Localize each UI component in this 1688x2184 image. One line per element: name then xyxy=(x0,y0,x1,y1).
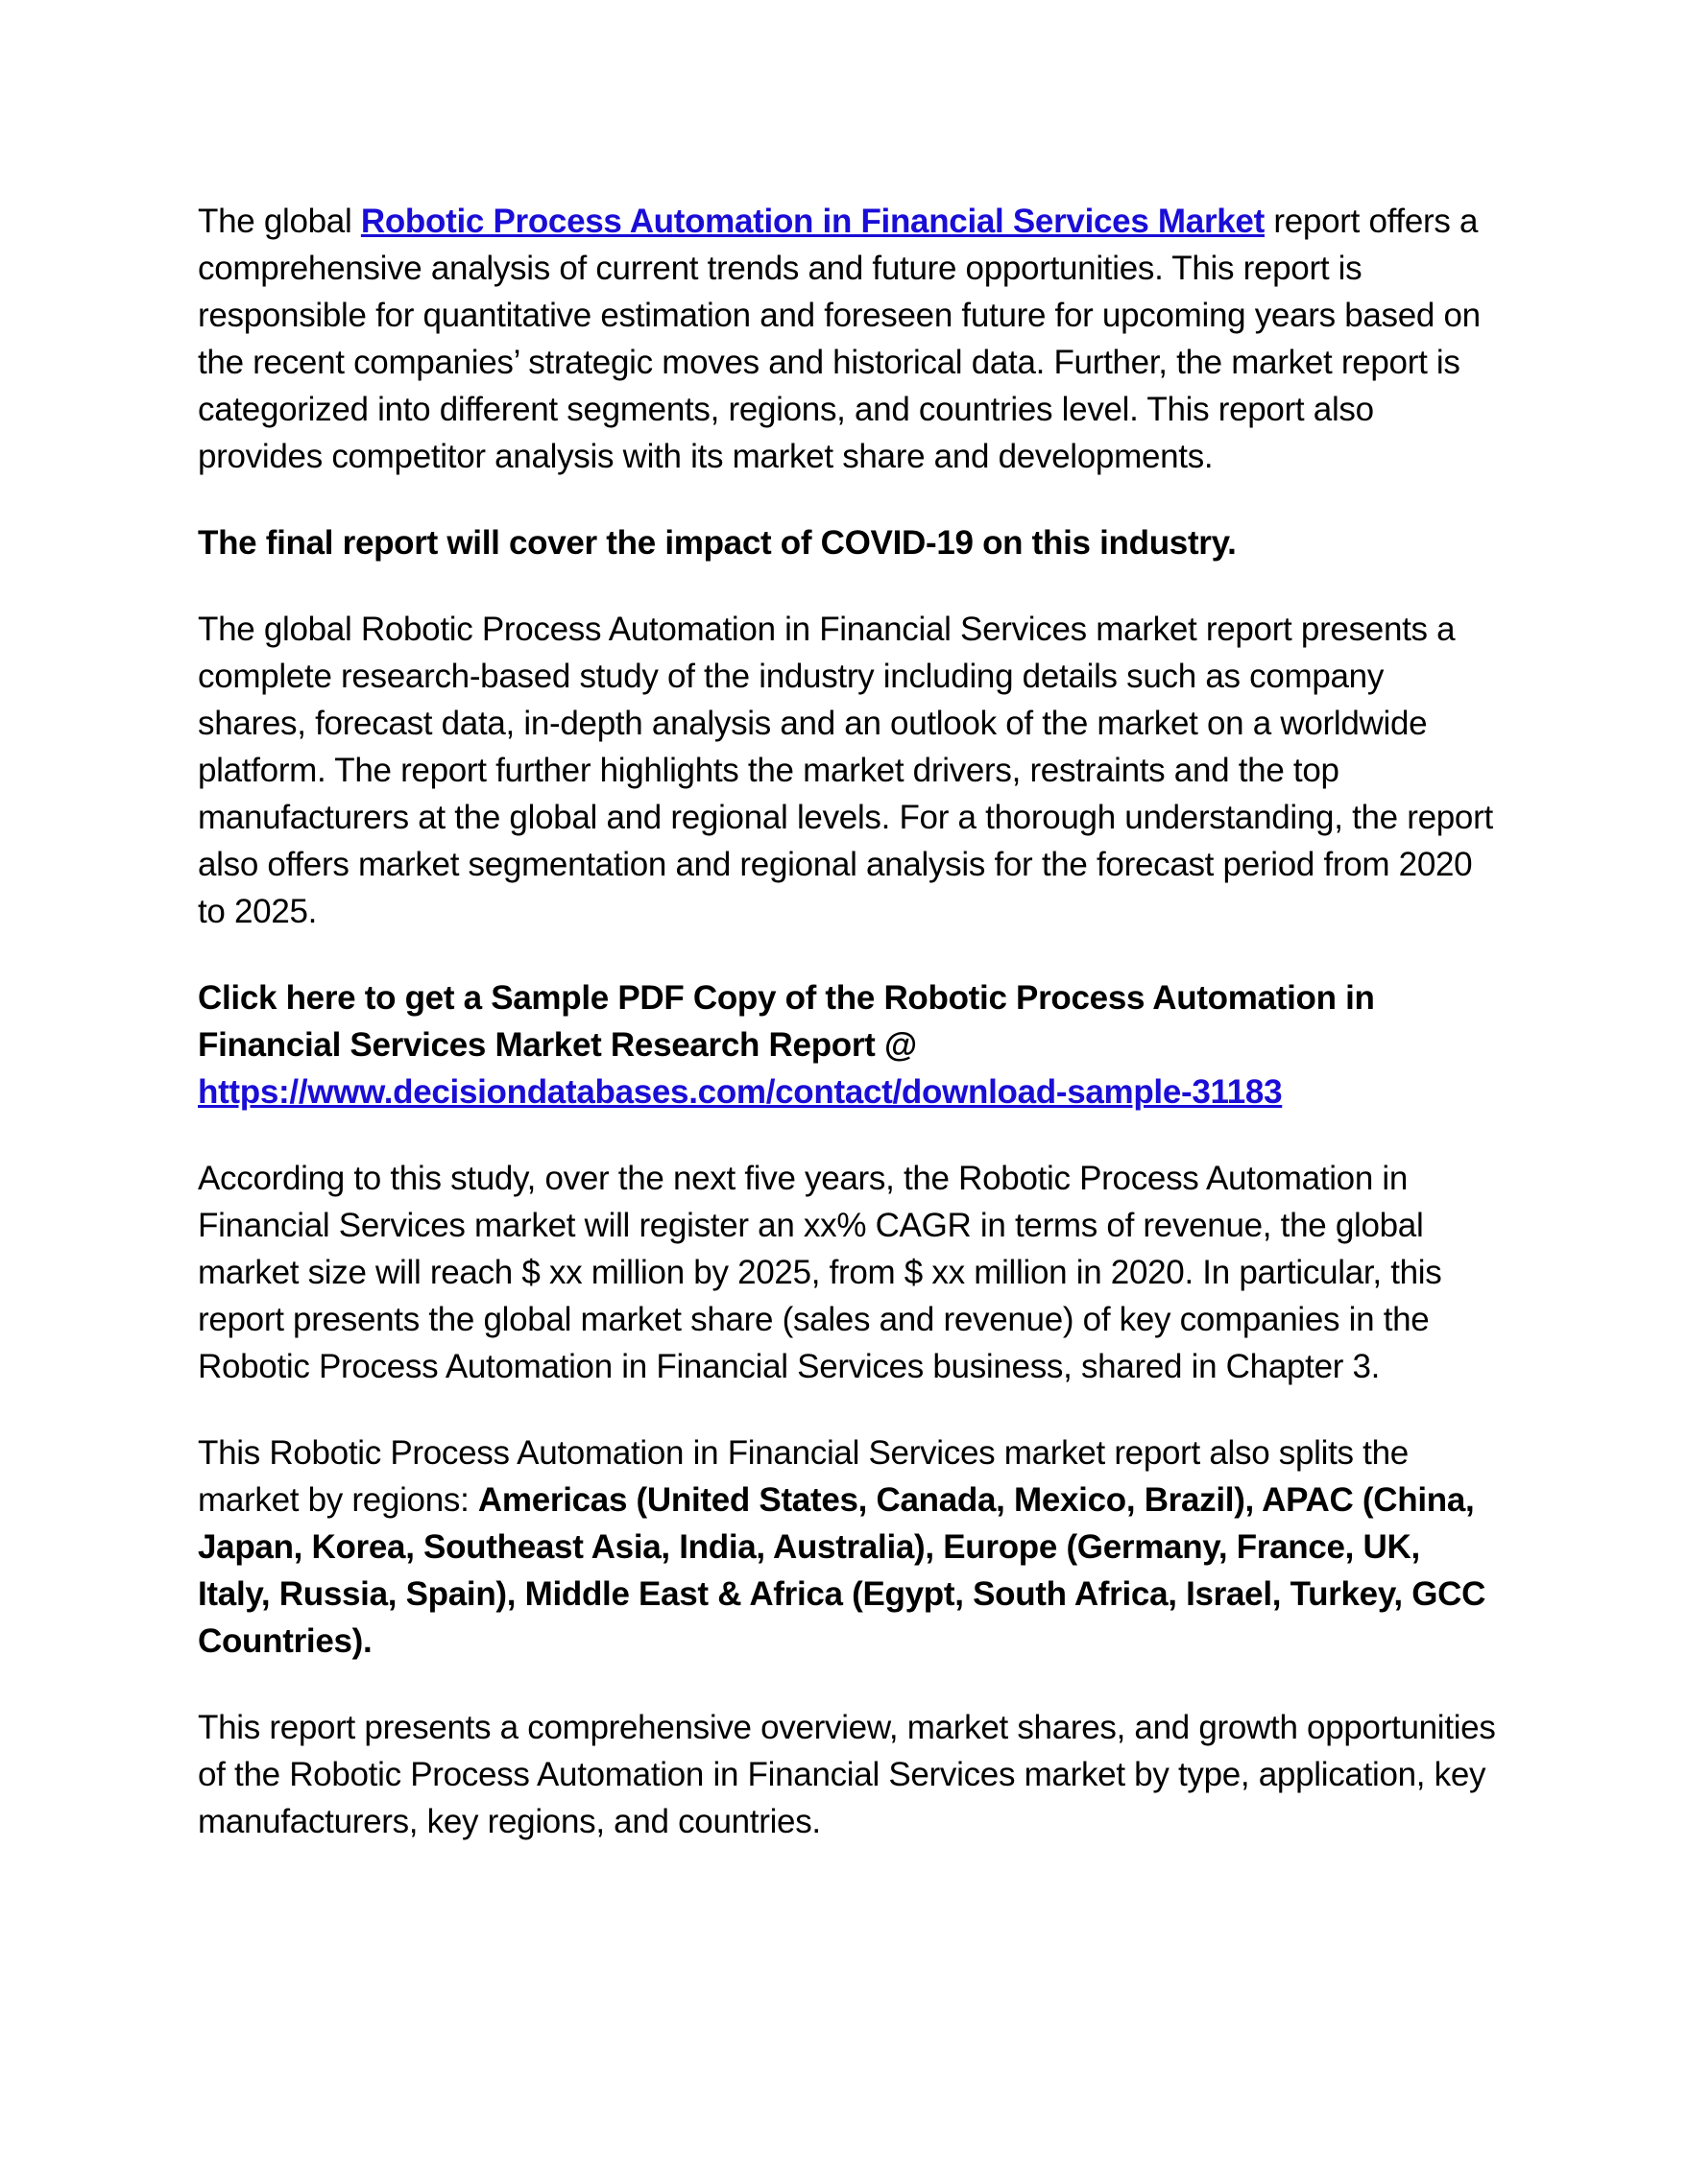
summary-paragraph: This report presents a comprehensive overview, market shares, and growth opportunities of the Robotic Process Automation in Financial Services market by type, application, key manufacturers, key regions, and countries. xyxy=(198,1709,1496,1840)
market-report-link[interactable]: Robotic Process Automation in Financial Services Market xyxy=(360,203,1265,240)
cagr-paragraph: According to this study, over the next five years, the Robotic Process Automation in Financial Services market will register an xx% CAGR in terms of revenue, the global market size will reach $ xx million by 2025, from $ xx million in 2020. In particular, this report presents the global market share (sales and revenue) of key companies in the Robotic Process Automation in Financial Services business, shared in Chapter 3. xyxy=(198,1160,1442,1385)
sample-request-text: Click here to get a Sample PDF Copy of the Robotic Process Automation in Financial Services Market Research Report @ xyxy=(198,979,1375,1064)
regions-intro: This Robotic Process Automation in Financial Services market report also splits the market by regions: xyxy=(198,1434,1409,1519)
sample-download-link[interactable]: https://www.decisiondatabases.com/contact/download-sample-31183 xyxy=(198,1073,1283,1111)
intro-pre: The global xyxy=(198,203,361,240)
sample-request-paragraph xyxy=(198,974,1496,1116)
regions-list: Americas (United States, Canada, Mexico, Brazil), APAC (China, Japan, Korea, Southeast Asia, India, Australia), Europe (Germany, France, UK, Italy, Russia, Spain), Middle East & Africa (Egypt, South Africa, Israel, Turkey, GCC Countries). xyxy=(198,1481,1486,1660)
overview-paragraph: The global Robotic Process Automation in Financial Services market report presents a complete research-based study of the industry including details such as company shares, forecast data, in-depth analysis and an outlook of the market on a worldwide platform. The report further highlights the market drivers, restraints and the top manufacturers at the global and regional levels. For a thorough understanding, the report also offers market segmentation and regional analysis for the forecast period from 2020 to 2025. xyxy=(198,611,1493,930)
document-page xyxy=(198,198,1496,1884)
regions-paragraph xyxy=(198,1429,1496,1665)
covid-notice: The final report will cover the impact of COVID-19 on this industry. xyxy=(198,524,1237,562)
intro-paragraph xyxy=(198,198,1496,480)
intro-post: report offers a comprehensive analysis of current trends and future opportunities. This report is responsible for quantitative estimation and foreseen future for upcoming years based on the recent companies’ strategic moves and historical data. Further, the market report is categorized into different segments, regions, and countries level. This report also provides competitor analysis with its market share and developments. xyxy=(198,203,1481,475)
